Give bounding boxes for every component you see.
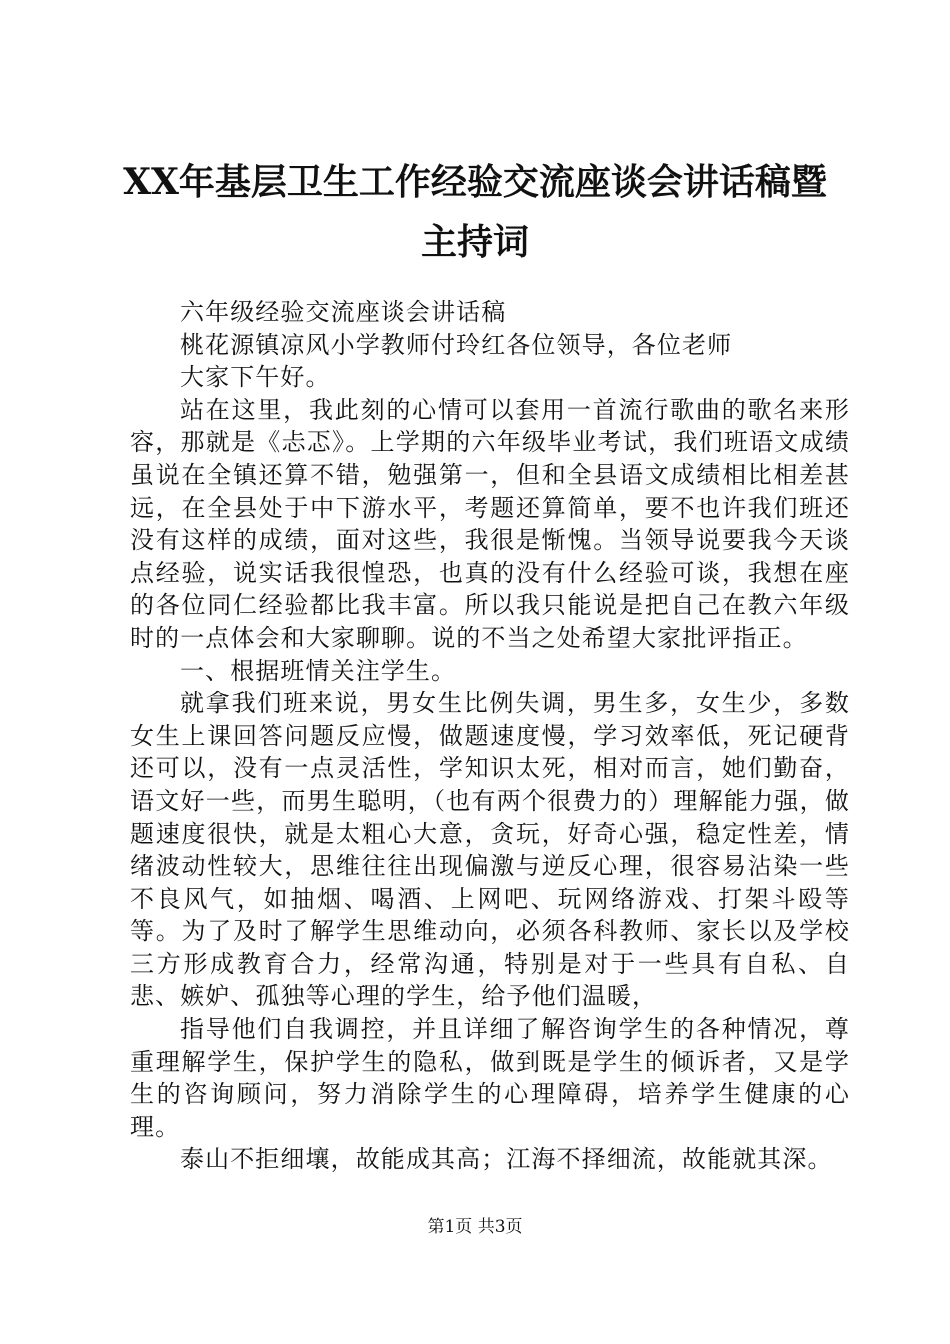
paragraph-greeting: 大家下午好。	[180, 363, 331, 392]
paragraph-intro: 站在这里，我此刻的心情可以套用一首流行歌曲的歌名来形容，那就是《忐忑》。上学期的六年级毕业考试，我们班语文成绩虽说在全镇还算不错，勉强第一，但和全县语文成绩相比相差甚远，在全县处于中下游水平，考题还算简单，要不也许我们班还没有这样的成绩，面对这些，我很是惭愧。当领导说要我今天谈点经验，说实话我很惶恐，也真的没有什么经验可谈，我想在座的各位同仁经验都比我丰富。所以我只能说是把自己在教六年级时的一点体会和大家聊聊。说的不当之处希望大家批评指正。	[130, 395, 850, 652]
paragraph-author: 桃花源镇凉风小学教师付玲红各位领导，各位老师	[180, 330, 733, 359]
section-heading-1: 一、根据班情关注学生。	[180, 656, 457, 685]
document-title-line-1: XX年基层卫生工作经验交流座谈会讲话稿暨	[123, 161, 827, 203]
paragraph-guidance: 指导他们自我调控，并且详细了解咨询学生的各种情况，尊重理解学生，保护学生的隐私，做到既是学生的倾诉者，又是学生的咨询顾问，努力消除学生的心理障碍，培养学生健康的心理。	[130, 1015, 850, 1141]
document-title-line-2: 主持词	[420, 221, 529, 263]
paragraph-class-situation: 就拿我们班来说，男女生比例失调，男生多，女生少，多数女生上课回答问题反应慢，做题速度慢，学习效率低，死记硬背还可以，没有一点灵活性，学知识太死，相对而言，她们勤奋，语文好一些，而男生聪明，（也有两个很费力的）理解能力强，做题速度很快，就是太粗心大意，贪玩，好奇心强，稳定性差，情绪波动性较大，思维往往出现偏激与逆反心理，很容易沾染一些不良风气，如抽烟、喝酒、上网吧、玩网络游戏、打架斗殴等等。为了及时了解学生思维动向，必须各科教师、家长以及学校三方形成教育合力，经常沟通，特别是对于一些具有自私、自悲、嫉妒、孤独等心理的学生，给予他们温暖，	[130, 689, 850, 1011]
paragraph-proverb: 泰山不拒细壤，故能成其高；江海不择细流，故能就其深。	[180, 1145, 833, 1174]
paragraph-subtitle: 六年级经验交流座谈会讲话稿	[180, 298, 507, 326]
page-number-footer: 第1页 共3页	[427, 1217, 523, 1237]
document-body	[130, 296, 850, 1176]
